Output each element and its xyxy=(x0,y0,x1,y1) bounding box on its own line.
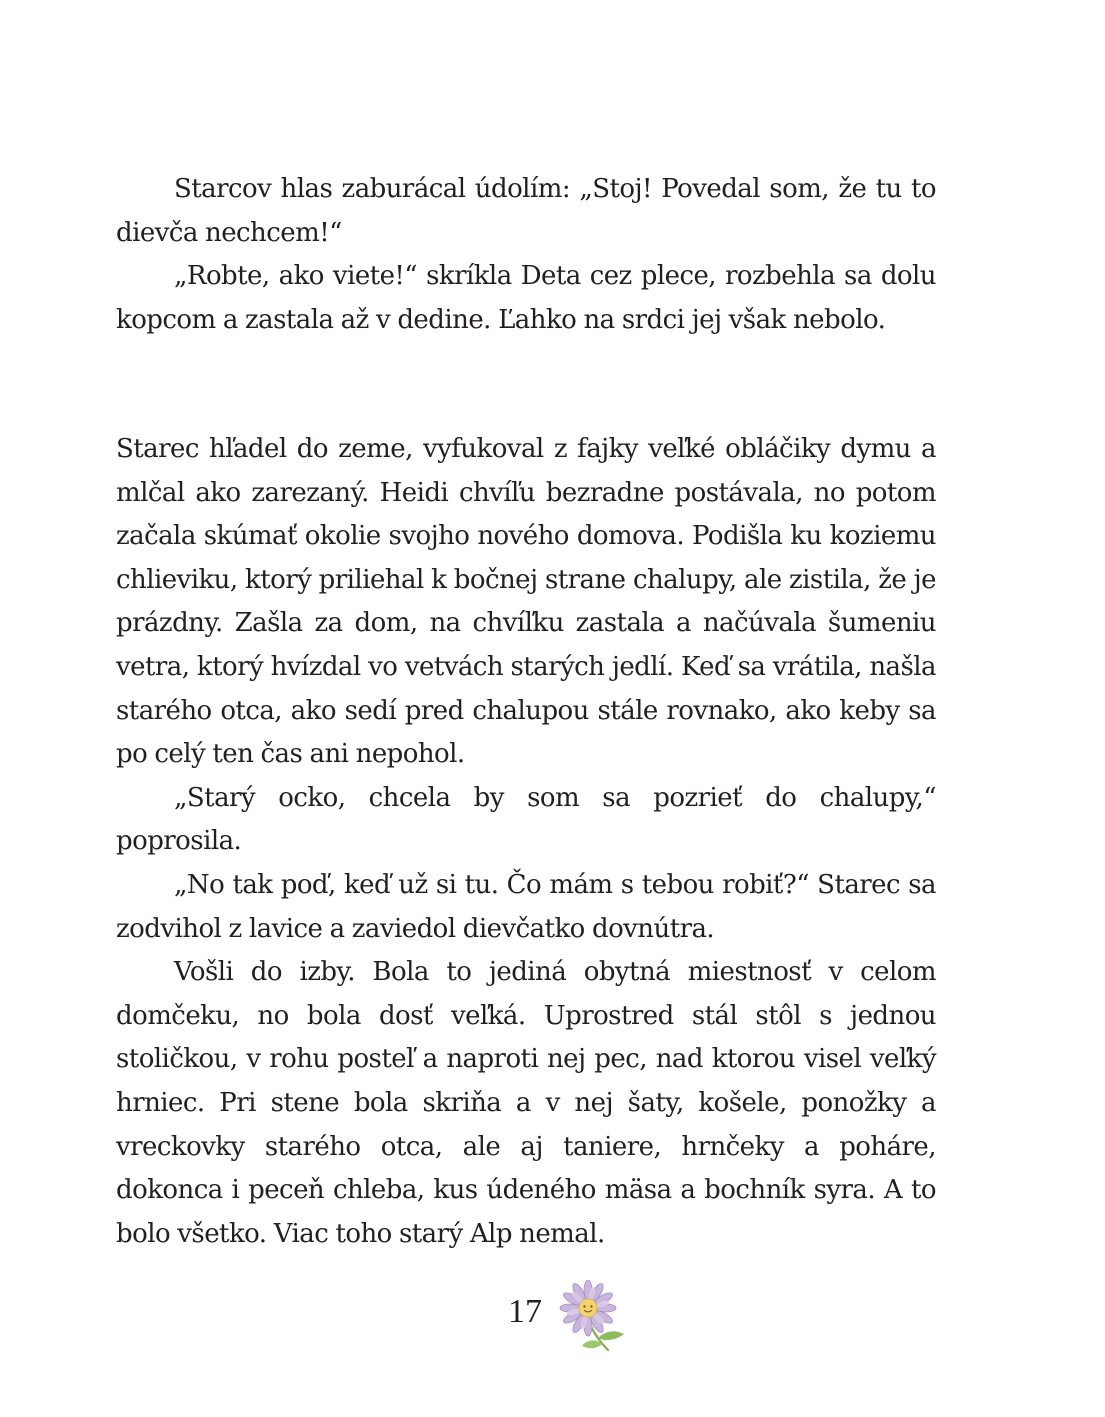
paragraph: „Starý ocko, chcela by som sa pozrieť do chalupy,“ poprosila. xyxy=(116,782,936,857)
text-section-bottom xyxy=(116,428,936,1256)
paragraph: Vošli do izby. Bola to jediná obytná miestnosť v celom domčeku, no bola dosť veľká. Uprostred stál stôl s jednou stoličkou, v rohu posteľ a naproti nej pec, nad ktorou visel veľký hrniec. Pri stene bola skriňa a v nej šaty, košele, ponožky a vreckovky starého otca, ale aj taniere, hrnčeky a poháre, dokonca i peceň chleba, kus údeného mäsa a bochník syra. A to bolo všetko. Viac toho starý Alp nemal. xyxy=(116,957,936,1249)
daisy-flower-icon xyxy=(552,1280,632,1354)
page-number: 17 xyxy=(508,1293,542,1330)
page-footer xyxy=(470,1278,650,1358)
paragraph: Starec hľadel do zeme, vyfukoval z fajky veľké obláčiky dymu a mlčal ako zarezaný. Heidi chvíľu bezradne postávala, no potom začala skúmať okolie svojho nového domova. Podišla ku koziemu chlieviku, ktorý priliehal k bočnej strane chalupy, ale zistila, že je prázdny. Zašla za dom, na chvíľku zastala a načúvala šumeniu vetra, ktorý hvízdal vo vetvách starých jedlí. Keď sa vrátila, našla starého otca, ako sedí pred chalupou stále rovnako, ako keby sa po celý ten čas ani nepohol. xyxy=(116,434,936,770)
paragraph: Starcov hlas zaburácal údolím: „Stoj! Povedal som, že tu to dievča nechcem!“ xyxy=(116,174,936,248)
paragraph: „Robte, ako viete!“ skríkla Deta cez plece, rozbehla sa dolu kopcom a zastala až v dedine. Ľahko na srdci jej však nebolo. xyxy=(116,261,936,335)
text-section-top xyxy=(116,168,936,342)
paragraph: „No tak poď, keď už si tu. Čo mám s tebou robiť?“ Starec sa zodvihol z lavice a zaviedol dievčatko dovnútra. xyxy=(116,869,936,944)
